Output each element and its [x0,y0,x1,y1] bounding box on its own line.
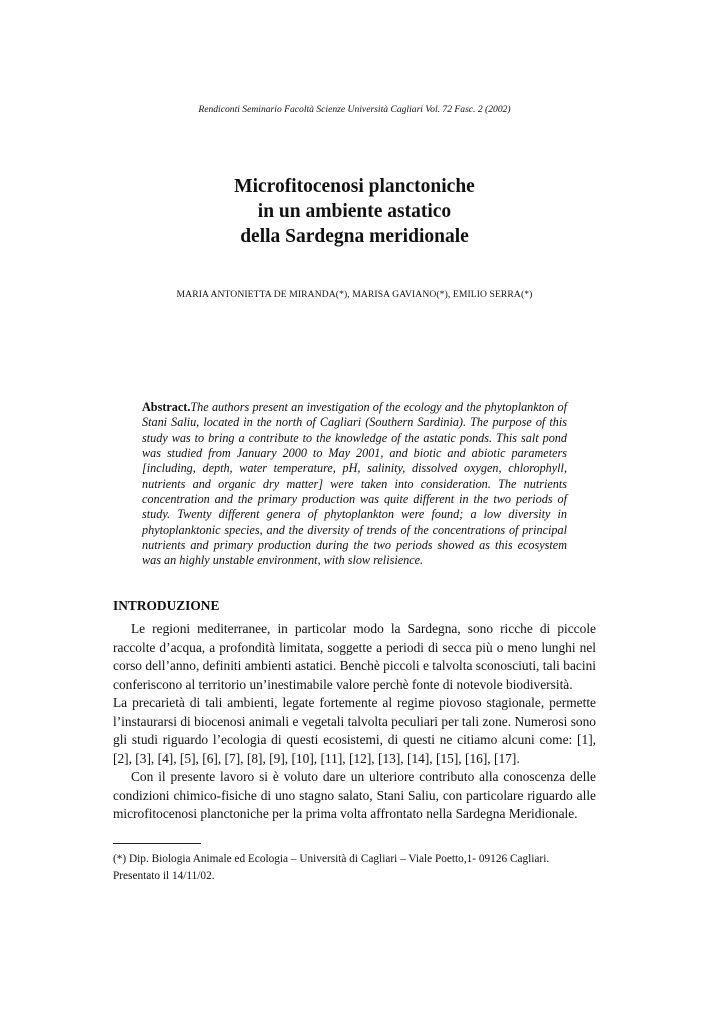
paragraph: Con il presente lavoro si è voluto dare un ulteriore contributo alla conoscenza delle condizioni chimico-fisiche di uno stagno salato, Stani Saliu, con particolare riguardo alle microfitocenosi planctoniche per la prima volta affrontato nella Sardegna Meridionale. [113,769,596,821]
footnote [113,851,603,884]
footnote-line: (*) Dip. Biologia Animale ed Ecologia – Università di Cagliari – Viale Poetto,1- 09126 Cagliari. [113,853,550,865]
footnote-line: Presentato il 14/11/02. [113,869,215,882]
paper-title [0,174,709,249]
body-text [113,620,596,824]
section-heading: INTRODUZIONE [113,598,220,613]
title-line: in un ambiente astatico [257,201,452,222]
author-list: MARIA ANTONIETTA DE MIRANDA(*), MARISA GAVIANO(*), EMILIO SERRA(*) [176,289,533,300]
paragraph: Le regioni mediterranee, in particolar modo la Sardegna, sono ricche di piccole raccolte d’acqua, a profondità limitata, soggette a periodi di secca più o meno lunghi nel corso dell’anno, definiti ambienti astatici. Benchè piccoli e talvolta sconosciuti, tali bacini conferiscono al territorio un’inestimabile valore perchè fonte di notevole biodiversità. [113,621,596,692]
running-head: Rendiconti Seminario Facoltà Scienze Università Cagliari Vol. 72 Fasc. 2 (2002) [198,104,511,115]
footnote-rule [113,843,201,844]
title-line: Microfitocenosi planctoniche [234,176,475,197]
paragraph: La precarietà di tali ambienti, legate fortemente al regime piovoso stagionale, permette l’instaurarsi di biocenosi animali e vegetali talvolta peculiari per tali zone. Numerosi sono gli studi riguardo l’ecologia di questi ecosistemi, di questi ne citiamo alcuni come: [1], [2], [3], [4], [5], [6], [7], [8], [9], [10], [11], [12], [13], [14], [15], [16], [17]. [113,695,596,766]
abstract-label: Abstract. [142,400,191,414]
abstract [142,400,567,569]
title-line: della Sardegna meridionale [240,226,469,247]
abstract-text: The authors present an investigation of the ecology and the phytoplankton of Stani Saliu, located in the north of Cagliari (Southern Sardinia). The purpose of this study was to bring a contribute to the knowledge of the astatic ponds. This salt pond was studied from January 2000 to May 2001, and biotic and abiotic parameters [including, depth, water temperature, pH, salinity, dissolved oxygen, chlorophyll, nutrients and organic dry matter] were taken into consideration. The nutrients concentration and the primary production was quite different in the two periods of study. Twenty different genera of phytoplankton were found; a low diversity in phytoplanktonic species, and the diversity of trends of the concentrations of principal nutrients and primary production during the two periods showed as this ecosystem was an highly unstable environment, with slow relisience. [142,400,567,568]
